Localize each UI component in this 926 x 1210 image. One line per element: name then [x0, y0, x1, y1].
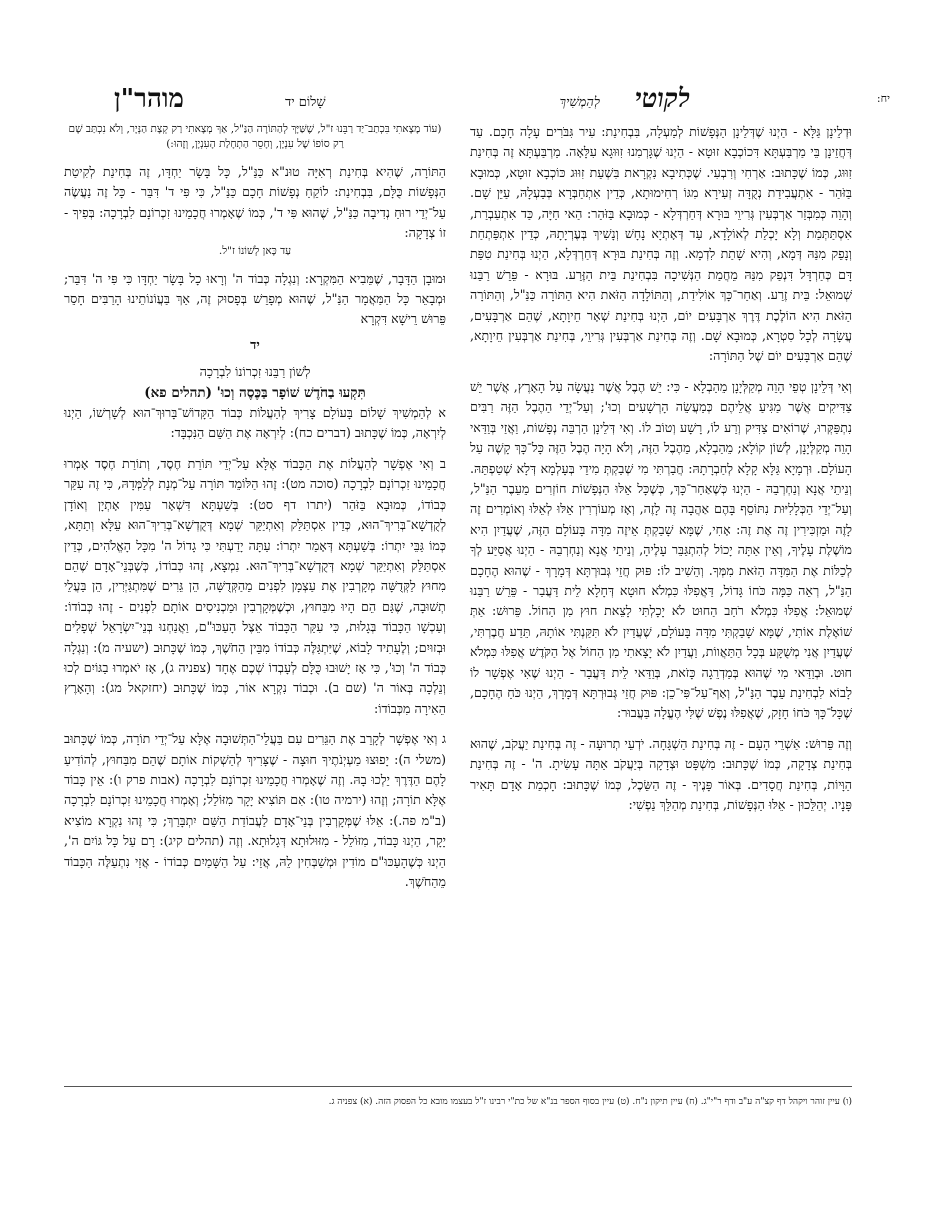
running-subtitle-left: שָׁלוֹם יד — [285, 95, 326, 110]
folio-number: יח: — [876, 92, 890, 105]
running-title-left: מוהר"ן — [114, 84, 184, 114]
section-verse: תִּקְעוּ בַחֹדֶשׁ שׁוֹפָר בַּכֶּסֶה וְכוּ' (תהלים פא) — [144, 384, 366, 401]
running-title-right: לקוטי — [634, 84, 690, 114]
paragraph-gimel: ג וְאִי אֶפְשָׁר לְקָרֵב אֶת הַגֵּרִים עִם בַּעֲלֵי־הַתְּשׁוּבָה אֶלָּא עַל־יְדֵי תוֹרָה, כְּמוֹ שֶׁכָּתוּב (משלי ה): יָפוּצוּ מַעְיְנֹתֶיךָ חוּצָה - שֶׁצָּרִיךְ לְהַשְׁקוֹת אוֹתָם שֶׁהֵם מִבַּחוּץ, לְהוֹדִיעַ לָהֶם הַדֶּרֶךְ יֵלְכוּ בָהּ. וְזֶה שֶׁאָמְרוּ חֲכָמֵינוּ זִכְרוֹנָם לִבְרָכָה (אבות פרק ו): אֵין כָּבוֹד אֶלָּא תוֹרָה; וְזֶהוּ (ירמיה טו): אִם תּוֹצִיא יָקָר מִזּוֹלֵל; וְאָמְרוּ חֲכָמֵינוּ זִכְרוֹנָם לִבְרָכָה (ב"מ פה.): אֵלּוּ שֶׁמְּקָרְבִין בְּנֵי־אָדָם לַעֲבוֹדַת הַשֵּׁם יִתְבָּרַךְ; כִּי זֶהוּ נִקְרָא מוֹצִיא יָקָר, הַיְנוּ כָּבוֹד, מִזּוֹלֵל - מִזּוּלוּתָא דְּגָלוּתָא. וְזֶה (תהלים קיג): רָם עַל כָּל גּוֹיִם ה', הַיְנוּ כְּשֶׁהָעַכּוּ"ם מוֹדִין וּמְשַׁבְּחִין לֵהּ, אֲזַי: עַל הַשָּׁמַיִם כְּבוֹדוֹ - אֲזַי נִתְעַלֶּה הַכָּבוֹד מֵהַחֹשֶׁךְ. — [64, 731, 446, 889]
section-subtitle: לְשׁוֹן רַבֵּנוּ זִכְרוֹנוֹ לִבְרָכָה — [199, 364, 311, 380]
running-header — [100, 84, 890, 124]
paragraph-bet: ב וְאִי אֶפְשָׁר לְהַעֲלוֹת אֶת הַכָּבוֹד אֶלָּא עַל־יְדֵי תּוֹרַת חֶסֶד, וְתוֹרַת חֶסֶד אָמְרוּ חֲכָמֵינוּ זִכְרוֹנָם לִבְרָכָה (סוכה מט): זֶהוּ הַלּוֹמֵד תּוֹרָה עַל־מְנָת לְלַמְּדָהּ, כִּי זֶה עִקַּר כְּבוֹדוֹ, כְּמוּבָא בַּזֹּהַר (יתרו דף סט): בְּשַׁעְתָּא דִּשְׁאָר עַמִּין אָתְיָן וְאוֹדָן לְקֻדְשָׁא־בְּרִיךְ־הוּא, כְּדֵין אִסְתַּלַּק וְאִתְיַקַּר שְׁמָא דְּקֻדְשָׁא־בְּרִיךְ־הוּא עֵלָּא וְתַתָּא, כְּמוֹ גַּבֵּי יִתְרוֹ: בְּשַׁעְתָּא דְּאָמַר יִתְרוֹ: עַתָּה יָדַעְתִּי כִּי גָדוֹל ה' מִכָּל הָאֱלֹהִים, כְּדֵין אִסְתַּלַּק וְאִתְיַקַּר שְׁמָא דְּקֻדְשָׁא־בְּרִיךְ־הוּא. נִמְצָא, זֶהוּ כְּבוֹדוֹ, כְּשֶׁבְּנֵי־אָדָם שֶׁהֵם מִחוּץ לַקְּדֻשָּׁה מְקָרְבִין אֶת עַצְמָן לִפְנִים מֵהַקְּדֻשָּׁה, הֵן גֵּרִים שֶׁמִּתְגַּיְּרִין, הֵן בַּעֲלֵי תְשׁוּבָה, שֶׁגַּם הֵם הָיוּ מִבַּחוּץ, וּכְשֶׁמְּקָרְבִין וּמַכְנִיסִים אוֹתָם לִפְנִים - זֶהוּ כְּבוֹדוֹ: וְעַכְשָׁו הַכָּבוֹד בְּגָלוּת, כִּי עִקַּר הַכָּבוֹד אֵצֶל הָעַכּוּ"ם, וַאֲנַחְנוּ בְּנֵי־יִשְׂרָאֵל שְׁפָלִים וּבְזוּיִם; וְלֶעָתִיד לָבוֹא, שֶׁיִּתְגַּלֶּה כְּבוֹדוֹ מִבֵּין הַחֹשֶׁךְ, כְּמוֹ שֶׁכָּתוּב (ישעיה מ): וְנִגְלָה כְּבוֹד ה' וְכוּ', כִּי אָז יָשׁוּבוּ כֻּלָּם לְעָבְדוֹ שְׁכֶם אֶחָד (צפניה ג), אָז יֹאמְרוּ בַגּוֹיִם לְכוּ וְנֵלְכָה בְּאוֹר ה' (שם ב). וּכְבוֹד נִקְרָא אוֹר, כְּמוֹ שֶׁכָּתוּב (יחזקאל מג): וְהָאָרֶץ הֵאִירָה מִכְּבוֹדוֹ: — [64, 455, 446, 716]
right-column — [470, 122, 852, 815]
section-number: יד — [250, 337, 260, 353]
footnote: (ו) עיין זוהר ויקהל דף קצ"ה ע"ב ודף ר"י"ג. (ח) עיין תיקון נ"ח. (ט) עיין בסוף הספר בנ"א של כת"י רבינו ז"ל בעצמו מובא כל הפסוק הזה. (א) צפניה ג. — [328, 1097, 852, 1107]
end-of-quote-note: עַד כָּאן לְשׁוֹנוֹ ז"ל. — [218, 244, 292, 257]
paragraph-alef: א לְהַמְשִׁיךְ שָׁלוֹם בָּעוֹלָם צָרִיךְ לְהַעֲלוֹת כְּבוֹד הַקָּדוֹשׁ־בָּרוּךְ־הוּא לְשָׁרְשׁוֹ, הַיְנוּ לְיִרְאָה, כְּמוֹ שֶׁכָּתוּב (דברים כח): לְיִרְאָה אֶת הַשֵּׁם הַנִּכְבָּד: — [64, 405, 446, 441]
paragraph-ashrei: וְזֶה פֵּרוּשׁ: אַשְׁרֵי הָעָם - זֶה בְּחִינַת הַשְׁגָּחָה. יֹדְעֵי תְרוּעָה - זֶה בְּחִינַת יַעֲקֹב, שֶׁהוּא בְּחִינַת צְדָקָה, כְּמוֹ שֶׁכָּתוּב: מִשְׁפָּט וּצְדָקָה בְּיַעֲקֹב אַתָּה עָשִׂיתָ. ה' - זֶה בְּחִינַת הַוָּיוֹת, בְּחִינַת חֲסָדִים. בְּאוֹר פָּנֶיךָ - זֶה הַשֵּׂכֶל, כְּמוֹ שֶׁכָּתוּב: חָכְמַת אָדָם תָּאִיר פָּנָיו. יְהַלֵּכוּן - אֵלּוּ הַנְּפָשׁוֹת, בְּחִינַת מְהַלֵּךְ נַפְשִׁי: — [470, 735, 852, 812]
paragraph-waves: וּדְלֵינָן גַּלָּא - הַיְנוּ שֶׁדְּלֵינָן הַנְּפָשׁוֹת לְמַעְלָה, בִּבְחִינַת: עִיר גִּבֹּרִים עָלָה חָכָם. עַד דְּחֲזֵינָן בֵּי מַרְבַּעְתָּא דִּכוֹכְבָא זוּטָא - הַיְנוּ שֶׁגָּרְמִנוּ זִוּוּגָא עִלָּאָה. מַרְבַּעְתָּא זֶה בְּחִינַת זִוּוּג, כְּמוֹ שֶׁכָּתוּב: אַרְחִי וְרִבְעִי. שֶׁכְּתִיבָא נִקְרָאת בִּשְׁעַת זִוּוּג כּוֹכְבָא זוּטָא, כְּמוּבָא בַּזֹּהַר - אִתְעֲבִידַת נְקֻדָּה זְעִירָא מִגּוֹ רְחִימוּתָא, כְּדֵין אִתְחַבְּרָא בְּבַעְלָהּ, עַיֵּן שָׁם. וְהָוֵה כְּמִבְּזַר אַרְבְּעִין גְּרִיוֵי בּוּרָא דְּחַרְדְּלָא - כְּמוּבָא בַּזֹּהַר: הַאי חַיָּה, כַּד אִתְעַבְרַת, אִסְתַּתְּמַת וְלָא יָכְלַת לְאוֹלָדָא, עַד דְּאָתְיָא נָחָשׁ וְנָשִׁיךְ בְּעֶרְיָתָהּ, כְּדֵין אִתְפַּתְחַת וְנָפֵק מִנַּהּ דְּמָא, וְהִיא שָׁתַת לִדְמָא. וְזֶה בְּחִינַת בּוּרָא דְּחַרְדְּלָא, הַיְנוּ בְּחִינַת טִפַּת דָּם כְּחַרְדָּל דִּנְפַק מִנַּהּ מֵחֲמַת הַנְּשִׁיכָה בִּבְחִינַת בֵּית הַזֶּרַע. בּוּרָא - פֵּרֵשׁ רַבֵּנוּ שְׁמוּאֵל: בֵּית זֶרַע. וְאַחַר־כָּךְ אוֹלִידַת, וְהַתּוֹלָדָה הַזֹּאת הִיא הַתּוֹרָה כַּנַּ"ל, וְהַתּוֹרָה הַזֹּאת הִיא הוֹלֶכֶת דֶּרֶךְ אַרְבָּעִים יוֹם, הַיְנוּ בְּחִינַת שְׁאָר חֵיוָתָא, שֶׁהֵם אַרְבָּעִים, עֲשָׂרָה לְכָל סִטְרָא, כְּמוּבָא שָׁם. וְזֶה בְּחִינַת אַרְבְּעִין גְּרִיוֵי, בְּחִינַת אַרְבְּעִין חֵיוָתָא, שֶׁהֵם אַרְבָּעִים יוֹם שֶׁל הַתּוֹרָה: — [470, 124, 852, 364]
manuscript-note: (עוֹד מָצָאתִי בִּכְתַב־יַד רַבֵּנוּ ז"ל, שֶׁשַּׁיָּךְ לְהַתּוֹרָה הַנַּ"ל, אַךְ מְצָאתִי רַק קְצָת הַנְּיָר, וְלֹא נִכְתַּב שָׁם רַק סוֹפוֹ שֶׁל עִנְיָן, וְחָסֵר הַתְחָלַת הָעִנְיָן, וְזֶהוּ:) — [68, 123, 442, 150]
footnote-divider — [64, 1086, 852, 1087]
paragraph-hevel: וְאִי דְּלֵינָן טְפֵי הָוֵה מְקַלְּיָנָן מֵהַבְלָא - כִּי: יֵשׁ הֶבֶל אֲשֶׁר נַעֲשָׂה עַל הָאָרֶץ, אֲשֶׁר יֵשׁ צַדִּיקִים אֲשֶׁר מַגִּיעַ אֲלֵיהֶם כְּמַעֲשֵׂה הָרְשָׁעִים וְכוּ'; וְעַל־יְדֵי הַהֶבֶל הַזֶּה רַבִּים נִתְפַּקְּרוּ, שֶׁרוֹאִים צַדִּיק וְרַע לוֹ, רָשָׁע וְטוֹב לוֹ. וְאִי דְּלֵינָן הַרְבֵּה נְפָשׁוֹת, וַאֲזַי בְּוַדַּאי הָוֵה מְקַלְּיָנָן, לְשׁוֹן קוֹלָא; מֵהַבְלָא, מֵהֶבֶל הַזֶּה, וְלֹא הָיָה הֶבֶל הַזֶּה כָּל־כָּךְ קָשֶׁה עַל הָעוֹלָם. וּרְמָיָא גַּלָּא קָלָא לְחַבְרָתָהּ: חֲבַרְתִּי מִי שְׁבַקְתְּ מִידֵי בְּעָלְמָא דְּלָא שְׁטַפְתֵּהּ. וְנֵיתֵי אֲנָא וְנַחְרְבֵהּ - הַיְנוּ כְּשֶׁאַחַר־כָּךְ, כְּשֶׁכָּל אֵלּוּ הַנְּפָשׁוֹת חוֹזְרִים מֵעֵבֶר הַנַּ"ל, וְעַל־יְדֵי הַכְּלָלִיּוּת נִתּוֹסֵף בָּהֶם אַהֲבָה זֶה לָזֶה, וְאָז מְעוֹרְרִין אֵלּוּ לְאֵלּוּ וְאוֹמְרִים זֶה לָזֶה וּמַזְכִּירִין זֶה אֶת זֶה: אָחִי, שֶׁמָּא שָׁבַקְתְּ אֵיזֶה מִדָּה בָּעוֹלָם הַזֶּה, שֶׁעֲדַיִן הִיא מוֹשֶׁלֶת עָלֶיךָ, וְאֵין אַתָּה יָכוֹל לְהִתְגַּבֵּר עָלֶיהָ, וְנֵיתֵי אֲנָא וְנַחְרְבֵהּ - הַיְנוּ אֲסַיַּע לְךָ לְכַלּוֹת אֶת הַמִּדָּה הַזֹּאת מִמְּךָ. וְהֵשִׁיב לוֹ: פּוּק חֲזֵי גְּבוּרְתָּא דְּמָרָךְ - שֶׁהוּא הֶחָכָם הַנַּ"ל, רְאֵה כַּמָּה כֹּחוֹ גָּדוֹל, דַּאֲפִלּוּ כִּמְלֹא חוּטָא דְּחָלָא לֵית דַּעֲבַר - פֵּרֵשׁ רַבֵּנוּ שְׁמוּאֵל: אֲפִלּוּ כִּמְלֹא רֹחַב הַחוּט לֹא יָכָלְתִּי לָצֵאת חוּץ מִן הַחוֹל. פֵּרוּשׁ: אַתְּ שׁוֹאֶלֶת אוֹתִי, שֶׁמָּא שָׁבַקְתִּי מִדָּה בָּעוֹלָם, שֶׁעֲדַיִן לֹא תִּקַּנְתִּי אוֹתָהּ, תֵּדַע חֲבֶרְתִּי, שֶׁעֲדַיִן אֲנִי מְשֻׁקָּע בְּכָל הַתַּאֲווֹת, וַעֲדַיִן לֹא יָצָאתִי מִן הַחוֹל אֶל הַקֹּדֶשׁ אֲפִלּוּ כִּמְלֹא חוּט. וּבְוַדַּאי מִי שֶׁהוּא בְּמַדְרֵגָה כָּזֹאת, בְּוַדַּאי לֵית דַּעֲבַר - הַיְנוּ שֶׁאִי אֶפְשָׁר לוֹ לָבוֹא לִבְחִינַת עֵבֶר הַנַּ"ל, וְאַף־עַל־פִּי־כֵן: פּוּק חֲזֵי גְּבוּרְתָּא דְּמָרָךְ, הַיְנוּ כֹּחַ הֶחָכָם, שֶׁכָּל־כָּךְ כֹּחוֹ חָזָק, שֶׁאֲפִלּוּ נֶפֶשׁ שֶׁלִּי הֶעֱלָה בַּעֲבוּר: — [470, 378, 852, 721]
left-column — [64, 122, 446, 892]
paragraph-explanation: וּמוּבָן הַדָּבָר, שֶׁמֵּבִיא הַמִּקְרָא: וְנִגְלָה כְּבוֹד ה' וְרָאוּ כָל בָּשָׂר יַחְדָּו כִּי פִּי ה' דִּבֵּר; וּמְבָאֵר כָּל הַמַּאֲמָר הַנַּ"ל, שֶׁהוּא מְפָרֵשׁ בְּפָסוּק זֶה, אַךְ בַּעֲוֹנוֹתֵינוּ הָרַבִּים חָסֵר פֵּרוּשׁ רֵישָׁא דִּקְרָא — [64, 270, 446, 327]
running-subtitle-right: לְהַמְשִׁיךְ — [559, 95, 600, 110]
paragraph-torah: הַתּוֹרָה, שֶׁהִיא בְּחִינַת רְאִיָּה טוּנ"א כַּנַּ"ל, כָּל בָּשָׂר יַחְדָּו, זֶה בְּחִינַת לְקִיטַת הַנְּפָשׁוֹת כֻּלָּם, בִּבְחִינַת: לוֹקֵחַ נְפָשׁוֹת חָכָם כַּנַּ"ל, כִּי פִּי ד' דִּבֵּר - כָּל זֶה נַעֲשֶׂה עַל־יְדֵי רוּחַ נְדִיבָה כַּנַּ"ל, שֶׁהוּא פִּי ד', כְּמוֹ שֶׁאָמְרוּ חֲכָמֵינוּ זִכְרוֹנָם לִבְרָכָה: בְּפִיךָ - זוֹ צְדָקָה: — [64, 164, 446, 241]
